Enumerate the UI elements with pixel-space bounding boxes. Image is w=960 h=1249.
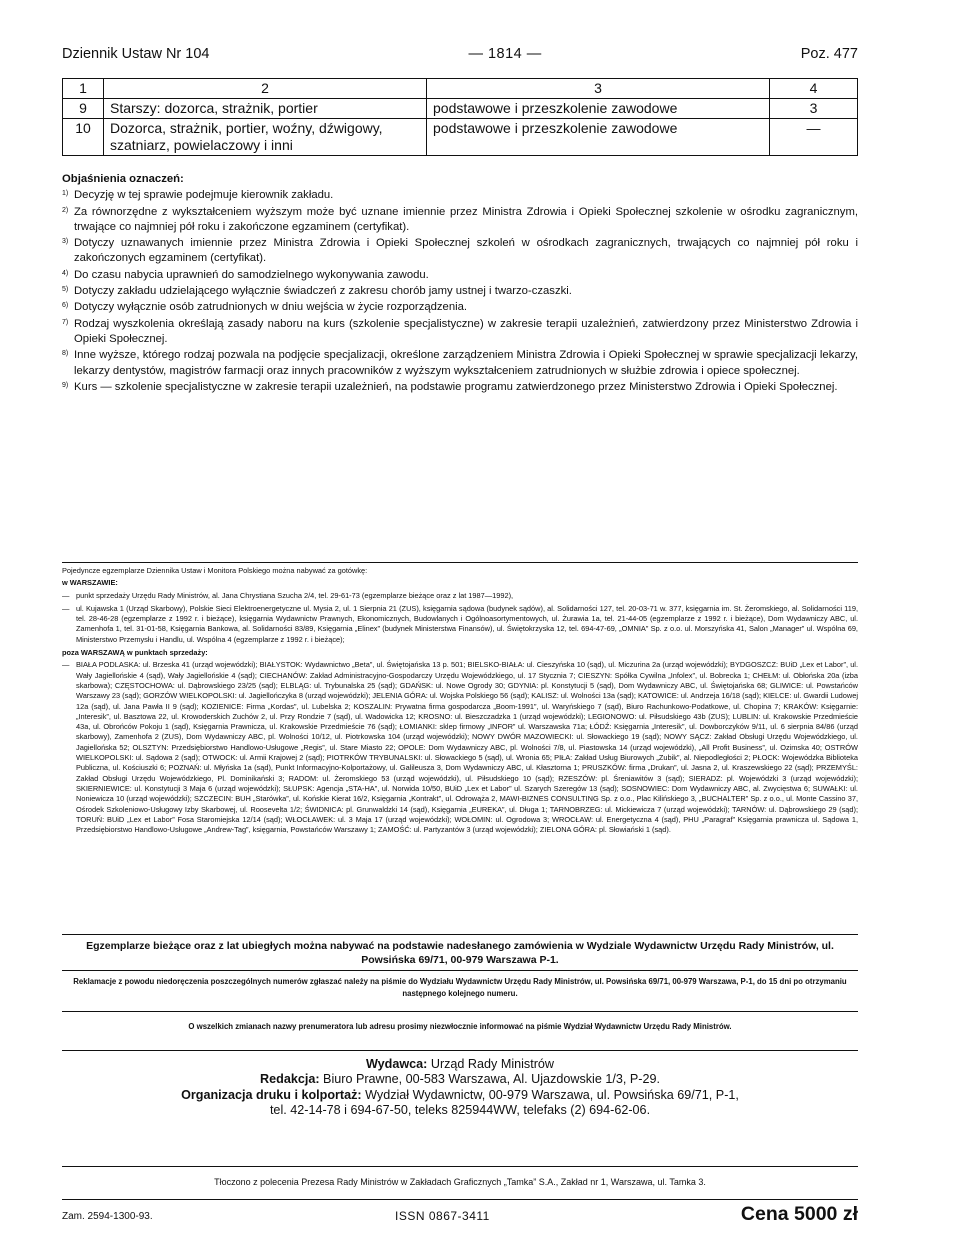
footnote-text: Do czasu nabycia uprawnień do samodzielnego wykonywania zawodu. [74, 268, 429, 281]
distribution-org-line [62, 1088, 858, 1103]
row-education: podstawowe i przeszkolenie zawodowe [427, 119, 770, 156]
footnotes-heading: Objaśnienia oznaczeń: [62, 173, 184, 185]
table-header-cell: 4 [770, 79, 858, 99]
order-number: Zam. 2594-1300-93. [62, 1211, 153, 1222]
distribution-org-value: Wydział Wydawnictw, 00-979 Warszawa, ul. Powsińska 69/71, P-1, [365, 1087, 739, 1102]
warsaw-item: — ul. Kujawska 1 (Urząd Skarbowy), Polskie Sieci Elektroenergetyczne ul. Mysia 2, ul. 1 Sierpnia 21 (ZUS), księgarnia sądowa (budynek sądów), al. Solidarności 127, tel. 20-03-71 w. 377, księgarnia im. St. Żeromskiego, al. Solidarności 119, tel. 28-46-28 (egzemplarze z 1992 r. i bieżące), księgarnia Wydawnictw Prawnych, Ekonomicznych, Budowlanych i Ogólnoasortymentowych, ul. Żurawia 1a, tel. 21-44-05 (egzemplarze z 1992 r. i bieżące), Dom Wydawniczy ABC, ul. Zamenhofa 1, tel. 31-01-58, Księgarnia Bankowa, al. Solidarności 83/89, Księgarnia „Elinex” (budynek Ministerstwa Finansów), ul. Świętokrzyska 12, tel. 694-47-69, „OMNIA” Sp. z o.o. ul. Morszyńska 41, Salon „Manager” ul. Wspólna 69, Ministerstwo Przemysłu i Handlu, ul. Wspólna 4 (egzemplarze z 1992 r. i bieżące); [62, 603, 858, 644]
warsaw-heading: w WARSZAWIE: [62, 578, 118, 588]
contact-line: tel. 42-14-78 i 694-67-50, teleks 825944WW, telefaks (2) 694-62-06. [269, 1102, 651, 1117]
row-position [104, 119, 427, 156]
footnote-text: Decyzję w tej sprawie podejmuje kierownik zakładu. [74, 189, 334, 202]
outside-item: — BIAŁA PODLASKA: ul. Brzeska 41 (urząd wojewódzki); BIAŁYSTOK: Wydawnictwo „Beta”, ul. Świętojańska 13 p. 501; BIELSKO-BIAŁA: ul. Cieszyńska 10 (sąd), ul. Miczurina 2a (urząd wojewódzki); BYDGOSZCZ: BUiD „Lex et Labor”, ul. Wały Jagiellońskie 4 (sąd), Wały Jagiellońskie 4 (sąd); CIECHANÓW: Zakład Administracyjno-Gospodarczy Urzędu Wojewódzkiego, ul. 17 Stycznia 7; CIESZYN: Spółka Cywilna „Infolex”, ul. Bobrecka 1; CHEŁM: ul. Obłońska 20a (izba skarbowa); CZĘSTOCHOWA: ul. Dąbrowskiego 23/25 (sąd); ELBLĄG: ul. Trybunalska 25 (sąd); GDAŃSK: ul. Nowe Ogrody 30; GDYNIA: pl. Konstytucji 5 (sąd), Dom Wydawniczy ABC, ul. Świętojańska 68; GLIWICE: ul. Powstańców Warszawy 23 (sąd); GORZÓW WIELKOPOLSKI: ul. Jagiellończyka 8 (urząd wojewódzki); JELENIA GÓRA: ul. Wojska Polskiego 56 (sąd); KALISZ: ul. Wolności 13a (sąd); KATOWICE: ul. Andrzeja 16/18 (sąd); KIELCE: ul. Gwardii Ludowej 12a (sąd), ul. Jana Pawła II 9 (sąd); KOZIENICE: Firma „Kordas”, ul. Lubelska 2; KOSZALIN: Prywatna firma gospodarcza „Boom-1991”, ul. Waryńskiego 7 (sąd), Biuro Rachunkowo-Podatkowe, ul. Chopina 7; KRAKÓW: Księgarnie: „Interesik”, ul. Basztowa 22, ul. Krowoderskich Zuchów 2, ul. Przy Rondzie 7 (sąd), ul. Wadowicka 12; KROSNO: ul. Bieszczadzka 1 (urząd wojewódzki); LEGIONOWO: ul. Piłsudskiego 43b (ZUS); LUBLIN: ul. Krakowskie Przedmieście 43a, ul. Obrońców Pokoju 1 (sąd), Księgarnia Prawnicza, ul. Krakowskie Przedmieście 76 (sąd); ŁOMIANKI: sklep firmowy „INFOR” ul. Warszawska 71a; ŁÓDŹ: Księgarnia „Interesik”, ul. Dowborczyków 9/11, ul. 6 sierpnia 84/86 (urząd skarbowy), Zamenhofa 2 (ZUS), Dom Wydawniczy ABC, pl. Wolności 10/12, ul. Piotrkowska 104 (urząd wojewódzki); NOWY DWÓR MAZOWIECKI: ul. Słowackiego 19 (sąd); NOWY SĄCZ: Zakład Obsługi Urzędu Wojewódzkiego, ul. Jagiellońska 52; OLSZTYN: Przedsiębiorstwo Handlowo-Usługowe „Regis”, ul. Stare Miasto 22; OPOLE: Dom Wydawniczy ABC, pl. Wolności 7/8, ul. Piastowska 14 (urząd wojewódzki), „All Profit Business”, ul. Ozimska 40; OSTRÓW WIELKOPOLSKI: ul. Sądowa 2 (sąd); OTWOCK: ul. Armii Krajowej 2 (sąd); PIOTRKÓW TRYBUNALSKI: ul. Słowackiego 5 (sąd), ul. Wronia 65; PIŁA: Zakład Usług Biurowych „Zubik”, al. Niepodległości 2; PŁOCK: Wojewódzka Biblioteka Publiczna, ul. Kościuszki 6; POZNAŃ: ul. Młyńska 1a (sąd), Punkt Informacyjno-Kolportażowy, ul. Galileusza 3, Dom Wydawniczy ABC, ul. Kłasztorna 1; PRUSZKÓW: firma „Drukan”, ul. Jasna 2, ul. Kraszewskiego 22 (sąd); PRZEMYŚL: Zakład Obsługi Urzędu Wojewódzkiego, Pl. Dominikański 3; RADOM: ul. Żeromskiego 53 (urząd wojewódzki), ul. Piłsudskiego 10 (sąd); RZESZÓW: pl. Śreniawitów 3 (sąd); SIERADZ: pl. Wojewódzki 3 (urząd wojewódzki); SKIERNIEWICE: ul. Konstytucji 3 Maja 6 (urząd wojewódzki); SŁUPSK: Agencja „STA-HA”, ul. Norwida 10/50, BUiD „Lex et Labor” ul. Szarych Szeregów 13 (sąd); SOSNOWIEC: Dom Wydawniczy ABC, al. Zwycięstwa 6; SUWAŁKI: ul. Noniewicza 10 (urząd wojewódzki); SZCZECIN: BUH „Starówka”, ul. Końskie Kierat 16/2, Księgarnia „Kontrakt”, ul. Odrowąża 2, MAWI-BIZNES CONSULTING Sp. z o.o., Plac Kilińskiego 3, „BUCHALTER” Sp. z o.o., ul. Monte Cassino 37, Ośrodek Szkoleniowo-Usługowy Izby Skarbowej, ul. Roosevelta 1/2; ŚWIDNICA: pl. Grunwaldzki 14 (sąd), Księgarnia „EUREKA”, ul. Długa 1; TARNOBRZEG: ul. Mickiewicza 7 (urząd wojewódzki); TARNÓW: ul. Dąbrowskiego 29 (sąd); TORUŃ: BUiD „Lex et Labor” Fosa Staromiejska 12/14 (sąd); WŁOCŁAWEK: ul. 3 Maja 17 (urząd wojewódzki); WOŁOMIN: ul. Ogrodowa 3; WROCŁAW: ul. Energetyczna 4 (sąd), PHU „Paragraf” Księgarnia prawnicza ul. Sądowa 1, Przedsiębiorstwo Handlowo-Usługowe „Andrew-Tag”, księgarnia, Powstańców Warszawy 1; ZAMOŚĆ: ul. Partyzantów 3 (urząd wojewódzki); ZIELONA GÓRA: pl. Słowiański 1 (sąd). [62, 660, 858, 835]
footnote-mark: 7) [62, 318, 69, 326]
table-header-cell: 3 [427, 79, 770, 99]
footnote [62, 348, 858, 379]
footnote-text: Za równorzędne z wykształceniem wyższym może być uznane imiennie przez Ministra Zdrowia i Opieki Społecznej szkolenie w ośrodku zagranicznym, trwające co najmniej pół roku i zakończone egzaminem (certyfikat). [74, 205, 858, 233]
footnote [62, 236, 858, 267]
row-years: — [770, 119, 858, 156]
distribution-title: Pojedyncze egzemplarze Dziennika Ustaw i Monitora Polskiego można nabywać za gotówkę: [62, 566, 368, 575]
footnote-mark: 8) [62, 350, 69, 358]
warsaw-item-text: punkt sprzedaży Urzędu Rady Ministrów, al. Jana Chrystiana Szucha 2/4, tel. 29-61-73 (egzemplarze bieżące oraz z lat 1987—1992), [76, 590, 514, 600]
outside-item-text: BIAŁA PODLASKA: ul. Brzeska 41 (urząd wojewódzki); BIAŁYSTOK: Wydawnictwo „Beta”, ul. Świętojańska 13 p. 501; BIELSKO-BIAŁA: ul. Cieszyńska 10 (sąd), ul. Miczurina 2a (urząd wojewódzki); BYDGOSZCZ: BUiD „Lex et Labor”, ul. Wały Jagiellońskie 4 (sąd), Wały Jagiellońskie 4 (sąd); CIECHANÓW: Zakład Administracyjno-Gospodarczy Urzędu Wojewódzkiego, ul. 17 Stycznia 7; CIESZYN: Spółka Cywilna „Infolex”, ul. Bobrecka 1; CHEŁM: ul. Obłońska 20a (izba skarbowa); CZĘSTOCHOWA: ul. Dąbrowskiego 23/25 (sąd); ELBLĄG: ul. Trybunalska 25 (sąd); GDAŃSK: ul. Nowe Ogrody 30; GDYNIA: pl. Konstytucji 5 (sąd), Dom Wydawniczy ABC, ul. Świętojańska 68; GLIWICE: ul. Powstańców Warszawy 23 (sąd); GORZÓW WIELKOPOLSKI: ul. Jagiellończyka 8 (urząd wojewódzki); JELENIA GÓRA: ul. Wojska Polskiego 56 (sąd); KALISZ: ul. Wolności 13a (sąd); KATOWICE: ul. Andrzeja 16/18 (sąd); KIELCE: ul. Gwardii Ludowej 12a (sąd), ul. Jana Pawła II 9 (sąd); KOZIENICE: Firma „Kordas”, ul. Lubelska 2; KOSZALIN: Prywatna firma gospodarcza „Boom-1991”, ul. Waryńskiego 7 (sąd), Biuro Rachunkowo-Podatkowe, ul. Chopina 7; KRAKÓW: Księgarnie: „Interesik”, ul. Basztowa 22, ul. Krowoderskich Zuchów 2, ul. Przy Rondzie 7 (sąd), ul. Wadowicka 12; KROSNO: ul. Bieszczadzka 1 (urząd wojewódzki); LEGIONOWO: ul. Piłsudskiego 43b (ZUS); LUBLIN: ul. Krakowskie Przedmieście 43a, ul. Obrońców Pokoju 1 (sąd), Księgarnia Prawnicza, ul. Krakowskie Przedmieście 76 (sąd); ŁOMIANKI: sklep firmowy „INFOR” ul. Warszawska 71a; ŁÓDŹ: Księgarnia „Interesik”, ul. Dowborczyków 9/11, ul. 6 sierpnia 84/86 (urząd skarbowy), Zamenhofa 2 (ZUS), Dom Wydawniczy ABC, pl. Wolności 10/12, ul. Piotrkowska 104 (urząd wojewódzki); NOWY DWÓR MAZOWIECKI: ul. Słowackiego 19 (sąd); NOWY SĄCZ: Zakład Obsługi Urzędu Wojewódzkiego, ul. Jagiellońska 52; OLSZTYN: Przedsiębiorstwo Handlowo-Usługowe „Regis”, ul. Stare Miasto 22; OPOLE: Dom Wydawniczy ABC, pl. Wolności 7/8, ul. Piastowska 14 (urząd wojewódzki), „All Profit Business”, ul. Ozimska 40; OSTRÓW WIELKOPOLSKI: ul. Sądowa 2 (sąd); OTWOCK: ul. Armii Krajowej 2 (sąd); PIOTRKÓW TRYBUNALSKI: ul. Słowackiego 5 (sąd), ul. Wronia 65; PIŁA: Zakład Usług Biurowych „Zubik”, al. Niepodległości 2; PŁOCK: Wojewódzka Biblioteka Publiczna, ul. Kościuszki 6; POZNAŃ: ul. Młyńska 1a (sąd), Punkt Informacyjno-Kolportażowy, ul. Galileusza 3, Dom Wydawniczy ABC, ul. Kłasztorna 1; PRUSZKÓW: firma „Drukan”, ul. Jasna 2, ul. Kraszewskiego 22 (sąd); PRZEMYŚL: Zakład Obsługi Urzędu Wojewódzkiego, Pl. Dominikański 3; RADOM: ul. Żeromskiego 53 (urząd wojewódzki), ul. Piłsudskiego 10 (sąd); RZESZÓW: pl. Śreniawitów 3 (sąd); SIERADZ: pl. Wojewódzki 3 (urząd wojewódzki); SKIERNIEWICE: ul. Konstytucji 3 Maja 6 (urząd wojewódzki); SŁUPSK: Agencja „STA-HA”, ul. Norwida 10/50, BUiD „Lex et Labor” ul. Szarych Szeregów 13 (sąd); SOSNOWIEC: Dom Wydawniczy ABC, al. Zwycięstwa 6; SUWAŁKI: ul. Noniewicza 10 (urząd wojewódzki); SZCZECIN: BUH „Starówka”, ul. Końskie Kierat 16/2, Księgarnia „Kontrakt”, ul. Odrowąża 2, MAWI-BIZNES CONSULTING Sp. z o.o., Plac Kilińskiego 3, „BUCHALTER” Sp. z o.o., ul. Monte Cassino 37, Ośrodek Szkoleniowo-Usługowy Izby Skarbowej, ul. Roosevelta 1/2; ŚWIDNICA: pl. Grunwaldzki 14 (sąd), Księgarnia „EUREKA”, ul. Długa 1; TARNOBRZEG: ul. Mickiewicza 7 (urząd wojewódzki); TARNÓW: ul. Dąbrowskiego 29 (sąd); TORUŃ: BUiD „Lex et Labor” Fosa Staromiejska 12/14 (sąd); WŁOCŁAWEK: ul. 3 Maja 17 (urząd wojewódzki); WOŁOMIN: ul. Ogrodowa 3; WROCŁAW: ul. Energetyczna 4 (sąd), PHU „Paragraf” Księgarnia prawnicza ul. Sądowa 1, Przedsiębiorstwo Handlowo-Usługowe „Andrew-Tag”, księgarnia, Powstańców Warszawy 1; ZAMOŚĆ: ul. Partyzantów 3 (urząd wojewódzki); ZIELONA GÓRA: pl. Słowiański 1 (sąd). [76, 660, 858, 835]
publisher-label: Wydawca: [365, 1057, 428, 1071]
editorial-value: Biuro Prawne, 00-583 Warszawa, Al. Ujazdowskie 1/3, P-29. [323, 1072, 660, 1087]
footnote-mark: 5) [62, 286, 69, 294]
page-footer [62, 1199, 858, 1230]
row-position: Starszy: dozorca, strażnik, portier [104, 99, 427, 119]
warsaw-item-text: ul. Kujawska 1 (Urząd Skarbowy), Polskie Sieci Elektroenergetyczne ul. Mysia 2, ul. 1 Sierpnia 21 (ZUS), księgarnia sądowa (budynek sądów), al. Solidarności 127, tel. 20-03-71 w. 377, księgarnia im. St. Żeromskiego, al. Solidarności 119, tel. 28-46-28 (egzemplarze z 1992 r. i bieżące), księgarnia Wydawnictw Prawnych, Ekonomicznych, Budowlanych i Ogólnoasortymentowych, ul. Żurawia 1a, tel. 21-44-05 (egzemplarze z 1992 r. i bieżące), Dom Wydawniczy ABC, ul. Zamenhofa 1, tel. 31-01-58, Księgarnia Bankowa, al. Solidarności 83/89, Księgarnia „Elinex” (budynek Ministerstwa Finansów), ul. Świętokrzyska 12, tel. 694-47-69, „OMNIA” Sp. z o.o. ul. Morszyńska 41, Salon „Manager” ul. Wspólna 69, Ministerstwo Przemysłu i Handlu, ul. Wspólna 4 (egzemplarze z 1992 r. i bieżące); [76, 603, 858, 644]
footnote-text: Kurs — szkolenie specjalistyczne w zakresie terapii uzależnień, na podstawie programu zatwierdzonego przez Ministerstwo Zdrowia i Opieki Społecznej. [74, 380, 838, 393]
page [62, 46, 858, 1225]
table-header-cell: 1 [63, 79, 104, 99]
price: Cena 5000 zł [740, 1203, 858, 1225]
orders-notice: Egzemplarze bieżące oraz z lat ubiegłych można nabywać na podstawie nadesłanego zamówienia w Wydziale Wydawnictw Urzędu Rady Ministrów, ul. Powsińska 69/71, 00-979 Warszawa P-1. [62, 934, 858, 967]
table-header-cell: 2 [104, 79, 427, 99]
editorial-label: Redakcja: [260, 1072, 320, 1087]
row-number: 10 [63, 119, 104, 156]
footnote [62, 188, 858, 203]
footnote-mark: 1) [62, 190, 69, 198]
table-row [63, 99, 858, 119]
footnote-text: Dotyczy zakładu udzielającego wyłącznie świadczeń z zakresu chorób jamy ustnej i twarzo-czaszki. [74, 285, 572, 298]
outside-heading: poza WARSZAWĄ w punktach sprzedaży: [62, 648, 208, 658]
position-number: Poz. 477 [800, 46, 858, 62]
publisher-value: Urząd Rady Ministrów [430, 1057, 555, 1071]
footnote-mark: 6) [62, 302, 69, 310]
footnote [62, 380, 858, 395]
journal-title: Dziennik Ustaw Nr 104 [62, 46, 210, 62]
footnote [62, 284, 858, 299]
table-row [63, 119, 858, 156]
issn: ISSN 0867-3411 [395, 1209, 490, 1223]
publisher-line [62, 1057, 858, 1072]
warsaw-item: — punkt sprzedaży Urzędu Rady Ministrów, al. Jana Chrystiana Szucha 2/4, tel. 29-61-73 (egzemplarze bieżące oraz z lat 1987—1992), [62, 590, 514, 600]
footnote-mark: 4) [62, 269, 69, 277]
footnote-mark: 3) [62, 238, 69, 246]
distribution-org-label: Organizacja druku i kolportaż: [181, 1087, 362, 1102]
footnote [62, 205, 858, 236]
footnote [62, 268, 858, 283]
row-position-line: szatniarz, powielaczowy i inni [110, 137, 293, 153]
row-years: 3 [770, 99, 858, 119]
footnote-mark: 9) [62, 381, 69, 389]
footnote [62, 317, 858, 348]
distribution-section [62, 562, 858, 838]
printer-info: Tłoczono z polecenia Prezesa Rady Ministrów w Zakładach Graficznych „Tamka” S.A., Zakład nr 1, Warszawa, ul. Tamka 3. [62, 1166, 858, 1187]
page-header [62, 46, 858, 68]
complaints-notice: Reklamacje z powodu niedoręczenia poszczególnych numerów zgłaszać należy na piśmie do Wydziału Wydawnictw Urzędu Rady Ministrów, ul. Powsińska 69/71, 00-979 Warszawa, P-1, do 15 dni po otrzymaniu następnego kolejnego numeru. [62, 970, 858, 1000]
row-education: podstawowe i przeszkolenie zawodowe [427, 99, 770, 119]
footnote-text: Rodzaj wyszkolenia określają zasady naboru na kurs (szkolenie specjalistyczne) w zakresie terapii uzależnień, zatwierdzony przez Ministerstwo Zdrowia i Opieki Społecznej. [74, 317, 858, 345]
table-header-row [63, 79, 858, 99]
row-position-line: Dozorca, strażnik, portier, woźny, dźwigowy, [110, 120, 383, 136]
footnote-text: Inne wyższe, którego rodzaj pozwala na podjęcie specjalizacji, określone zarządzeniem Ministra Zdrowia i Opieki Społecznej w sprawie specjalizacji lekarzy, lekarzy dentystów, magistrów farmacji oraz innych pracowników z wyższym wykształceniem zatrudnionych w służbie zdrowia i opiece społecznej. [74, 349, 858, 377]
address-change-notice: O wszelkich zmianach nazwy prenumeratora lub adresu prosimy niezwłocznie informować na piśmie Wydział Wydawnictw Urzędu Rady Ministrów. [62, 1011, 858, 1033]
footnote-mark: 2) [62, 206, 69, 214]
footnote-text: Dotyczy uznawanych imiennie przez Ministra Zdrowia i Opieki Społecznej szkoleń w ośrodkach zagranicznych, trwających co najmniej pół roku i zakończonych egzaminem (certyfikat). [74, 237, 858, 265]
footnote [62, 300, 858, 315]
footnotes [62, 172, 858, 395]
page-number: — 1814 — [468, 46, 542, 62]
publisher-block [62, 1050, 858, 1118]
row-number: 9 [63, 99, 104, 119]
footnote-text: Dotyczy wyłącznie osób zatrudnionych w dniu wejścia w życie rozporządzenia. [74, 301, 468, 314]
qualifications-table [62, 78, 858, 156]
editorial-line [62, 1072, 858, 1087]
